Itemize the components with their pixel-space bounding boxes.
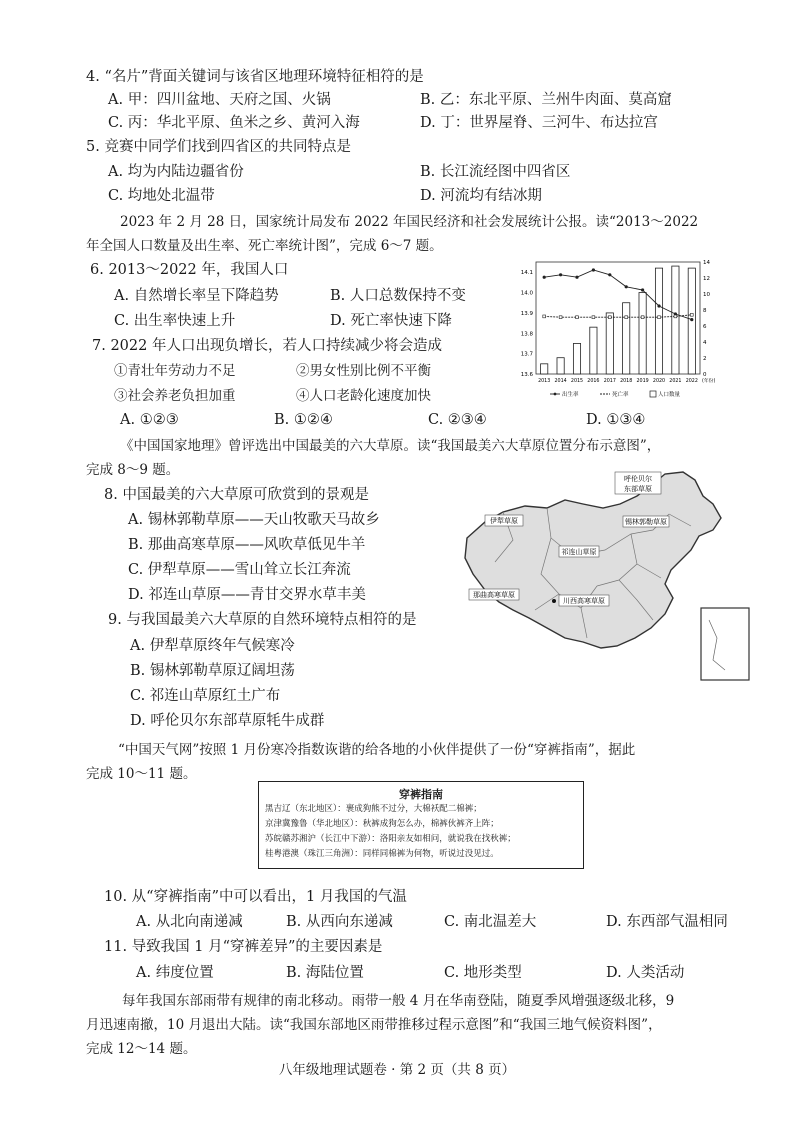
x-axis-unit: (年份) (702, 379, 716, 384)
q7-statement-2: ②男女性别比例不平衡 (296, 363, 431, 379)
left-axis-tick-4: 13.7 (520, 351, 533, 358)
right-axis-tick-3: 8 (703, 308, 707, 314)
q9-option-c[interactable]: C. 祁连山草原红土广布 (130, 688, 281, 704)
birth-rate-point-2015 (575, 276, 578, 279)
q8-stem: 8. 中国最美的六大草原可欣赏到的景观是 (104, 487, 369, 503)
right-axis-tick-6: 2 (703, 356, 707, 362)
q11-option-b[interactable]: B. 海陆位置 (286, 965, 364, 981)
death-rate-point-2018 (625, 316, 628, 319)
x-tick-2014: 2014 (554, 379, 567, 384)
dressing-guide-row-3: 苏皖赣苏湘沪（长江中下游）：洛阳亲友如相问，就说我在找秋裤； (265, 834, 516, 844)
q11-option-c[interactable]: C. 地形类型 (444, 965, 522, 981)
legend-population-label: 人口数量 (658, 392, 681, 398)
q7-stem: 7. 2022 年人口出现负增长，若人口持续减少将会造成 (92, 338, 442, 354)
q7-option-d[interactable]: D. ①③④ (586, 412, 646, 428)
x-tick-2013: 2013 (538, 379, 551, 384)
china-outline (465, 472, 721, 648)
intro-10-11-line2: 完成 10～11 题。 (86, 766, 197, 782)
map-label-yili: 伊犁草原 (490, 517, 518, 525)
q6-stem: 6. 2013～2022 年，我国人口 (90, 262, 289, 278)
legend-birth-label: 出生率 (562, 392, 579, 398)
x-tick-2017: 2017 (603, 379, 616, 384)
birth-rate-point-2019 (641, 288, 644, 291)
dressing-guide-row-4: 桂粤港澳（珠江三角洲）：同样同棉裤为何物，听说过没见过。 (265, 849, 499, 859)
x-tick-2015: 2015 (570, 379, 584, 384)
death-rate-point-2014 (559, 316, 562, 319)
intro-8-9-line2: 完成 8～9 题。 (86, 462, 180, 478)
q4-option-d[interactable]: D. 丁：世界屋脊、三河牛、布达拉宫 (420, 115, 658, 131)
birth-rate-point-2014 (559, 273, 562, 276)
q7-statement-1: ①青壮年劳动力不足 (114, 363, 236, 379)
q6-option-a[interactable]: A. 自然增长率呈下降趋势 (114, 288, 279, 304)
population-bar-2019 (639, 293, 646, 374)
right-axis-tick-7: 0 (703, 372, 707, 378)
left-axis-tick-3: 13.8 (520, 331, 533, 338)
left-axis-tick-5: 13.6 (520, 372, 533, 378)
q10-stem: 10. 从“穿裤指南”中可以看出，1 月我国的气温 (104, 889, 407, 905)
map-label-chuanxi: 川西高寒草原 (563, 597, 605, 605)
x-tick-2018: 2018 (620, 379, 633, 384)
q5-option-b[interactable]: B. 长江流经图中四省区 (420, 164, 571, 180)
q6-option-b[interactable]: B. 人口总数保持不变 (330, 288, 466, 304)
map-label-qilian: 祁连山草原 (561, 548, 597, 556)
population-bar-2014 (557, 358, 564, 374)
q10-option-c[interactable]: C. 南北温差大 (444, 914, 537, 930)
dressing-guide-box (258, 781, 584, 869)
death-rate-point-2015 (576, 316, 579, 319)
death-rate-point-2021 (674, 315, 677, 318)
q7-option-c[interactable]: C. ②③④ (428, 412, 487, 428)
q4-option-a[interactable]: A. 甲：四川盆地、天府之国、火锅 (108, 92, 331, 108)
death-rate-point-2022 (690, 313, 693, 316)
q6-option-c[interactable]: C. 出生率快速上升 (114, 313, 236, 329)
q8-option-b[interactable]: B. 那曲高寒草原——风吹草低见牛羊 (128, 537, 366, 553)
legend-birth-marker (554, 393, 557, 396)
population-bar-2020 (655, 268, 662, 374)
q8-option-c[interactable]: C. 伊犁草原——雪山耸立长江奔流 (128, 562, 351, 578)
q9-option-a[interactable]: A. 伊犁草原终年气候寒冷 (130, 638, 295, 654)
left-axis-tick-1: 14.0 (520, 290, 533, 297)
population-bar-2018 (623, 303, 630, 374)
death-rate-point-2020 (658, 316, 661, 319)
q10-option-a[interactable]: A. 从北向南递减 (136, 914, 243, 930)
q4-stem: 4. “名片”背面关键词与该省区地理环境特征相符的是 (86, 69, 424, 85)
right-axis-tick-2: 10 (703, 292, 710, 298)
right-axis-tick-4: 6 (703, 324, 707, 330)
left-axis-tick-0: 14.1 (520, 270, 533, 277)
map-label-hulunbuir-1: 呼伦贝尔 (624, 475, 652, 483)
map-label-naqu: 那曲高寒草原 (473, 591, 515, 599)
birth-rate-point-2020 (657, 304, 660, 307)
birth-rate-point-2018 (625, 285, 628, 288)
q10-option-b[interactable]: B. 从西向东递减 (286, 914, 393, 930)
death-rate-point-2016 (592, 316, 595, 319)
intro-10-11-line1: “中国天气网”按照 1 月份寒冷指数诙谐的给各地的小伙伴提供了一份“穿裤指南”，据此 (118, 742, 636, 758)
intro-6-7-line2: 年全国人口数量及出生率、死亡率统计图”，完成 6～7 题。 (86, 238, 443, 254)
china-grassland-map (455, 470, 775, 685)
intro-12-14-line2: 月迅速南撤，10 月退出大陆。读“我国东部地区雨带推移过程示意图”和“我国三地气候资料图”， (86, 1017, 662, 1033)
x-tick-2022: 2022 (685, 379, 698, 384)
intro-12-14-line3: 完成 12～14 题。 (86, 1041, 197, 1057)
death-rate-point-2013 (543, 315, 546, 318)
population-bar-2021 (672, 266, 679, 374)
intro-12-14-line1: 每年我国东部雨带有规律的南北移动。雨带一般 4 月在华南登陆，随夏季风增强逐级北移，9 (122, 993, 675, 1009)
q8-option-d[interactable]: D. 祁连山草原——青甘交界水草丰美 (128, 587, 366, 603)
q9-stem: 9. 与我国最美六大草原的自然环境特点相符的是 (108, 612, 417, 628)
intro-6-7-line1: 2023 年 2 月 28 日，国家统计局发布 2022 年国民经济和社会发展统计公报。读“2013～2022 (120, 214, 699, 230)
dressing-guide-row-1: 黑吉辽（东北地区）：裹成狗熊不过分，大棉袄配二棉裤； (265, 804, 482, 814)
right-axis-tick-1: 12 (703, 276, 710, 282)
intro-8-9-line1: 《中国国家地理》曾评选出中国最美的六大草原。读“我国最美六大草原位置分布示意图”， (120, 438, 661, 454)
q11-option-a[interactable]: A. 纬度位置 (136, 965, 214, 981)
x-tick-2021: 2021 (669, 379, 682, 384)
q7-statement-4: ④人口老龄化速度加快 (296, 388, 431, 404)
q5-option-d[interactable]: D. 河流均有结冰期 (420, 188, 542, 204)
q5-option-c[interactable]: C. 均地处北温带 (108, 188, 215, 204)
x-tick-2020: 2020 (652, 379, 666, 384)
map-label-xilingol: 锡林郭勒草原 (625, 518, 667, 526)
birth-rate-point-2022 (690, 318, 693, 321)
q5-option-a[interactable]: A. 均为内陆边疆省份 (108, 164, 244, 180)
q9-option-d[interactable]: D. 呼伦贝尔东部草原牦牛成群 (130, 713, 325, 729)
q9-option-b[interactable]: B. 锡林郭勒草原辽阔坦荡 (130, 663, 295, 679)
legend-population-swatch (650, 391, 656, 397)
dressing-guide-row-2: 京津冀豫鲁（华北地区）：秋裤成狗怎么办，棉裤伙裤齐上阵； (265, 819, 499, 829)
x-tick-2019: 2019 (636, 379, 649, 384)
q7-option-b[interactable]: B. ①②④ (274, 412, 333, 428)
q4-option-b[interactable]: B. 乙：东北平原、兰州牛肉面、莫高窟 (420, 92, 672, 108)
q8-option-a[interactable]: A. 锡林郭勒草原——天山牧歌天马故乡 (128, 512, 380, 528)
population-bar-2016 (590, 327, 597, 374)
chuanxi-location-dot (552, 599, 556, 603)
page-footer: 八年级地理试题卷 · 第 2 页（共 8 页） (278, 1062, 516, 1078)
map-label-hulunbuir-2: 东部草原 (624, 485, 652, 493)
death-rate-point-2019 (641, 316, 644, 319)
q10-option-d[interactable]: D. 东西部气温相同 (606, 914, 728, 930)
dressing-guide-title: 穿裤指南 (399, 788, 443, 801)
population-bar-2017 (606, 313, 613, 374)
q7-statement-3: ③社会养老负担加重 (114, 388, 236, 404)
death-rate-point-2017 (608, 316, 611, 319)
x-tick-2016: 2016 (587, 379, 600, 384)
right-axis-tick-5: 4 (703, 340, 707, 346)
right-axis-tick-0: 14 (703, 260, 710, 266)
birth-rate-point-2013 (543, 276, 546, 279)
q7-option-a[interactable]: A. ①②③ (120, 412, 179, 428)
birth-rate-point-2016 (592, 268, 595, 271)
south-china-sea-inset (701, 608, 749, 680)
q6-option-d[interactable]: D. 死亡率快速下降 (330, 313, 452, 329)
q5-stem: 5. 竞赛中同学们找到四省区的共同特点是 (86, 139, 351, 155)
death-rate-line (544, 315, 692, 317)
q11-stem: 11. 导致我国 1 月“穿裤差异”的主要因素是 (104, 939, 383, 955)
legend-death-label: 死亡率 (612, 392, 629, 398)
birth-rate-point-2017 (608, 273, 611, 276)
left-axis-tick-2: 13.9 (520, 310, 533, 317)
q4-option-c[interactable]: C. 丙：华北平原、鱼米之乡、黄河入海 (108, 115, 360, 131)
birth-rate-line (544, 270, 692, 320)
q11-option-d[interactable]: D. 人类活动 (606, 965, 685, 981)
population-bar-2015 (573, 343, 580, 374)
population-chart (510, 256, 722, 406)
population-bar-2013 (541, 364, 548, 374)
